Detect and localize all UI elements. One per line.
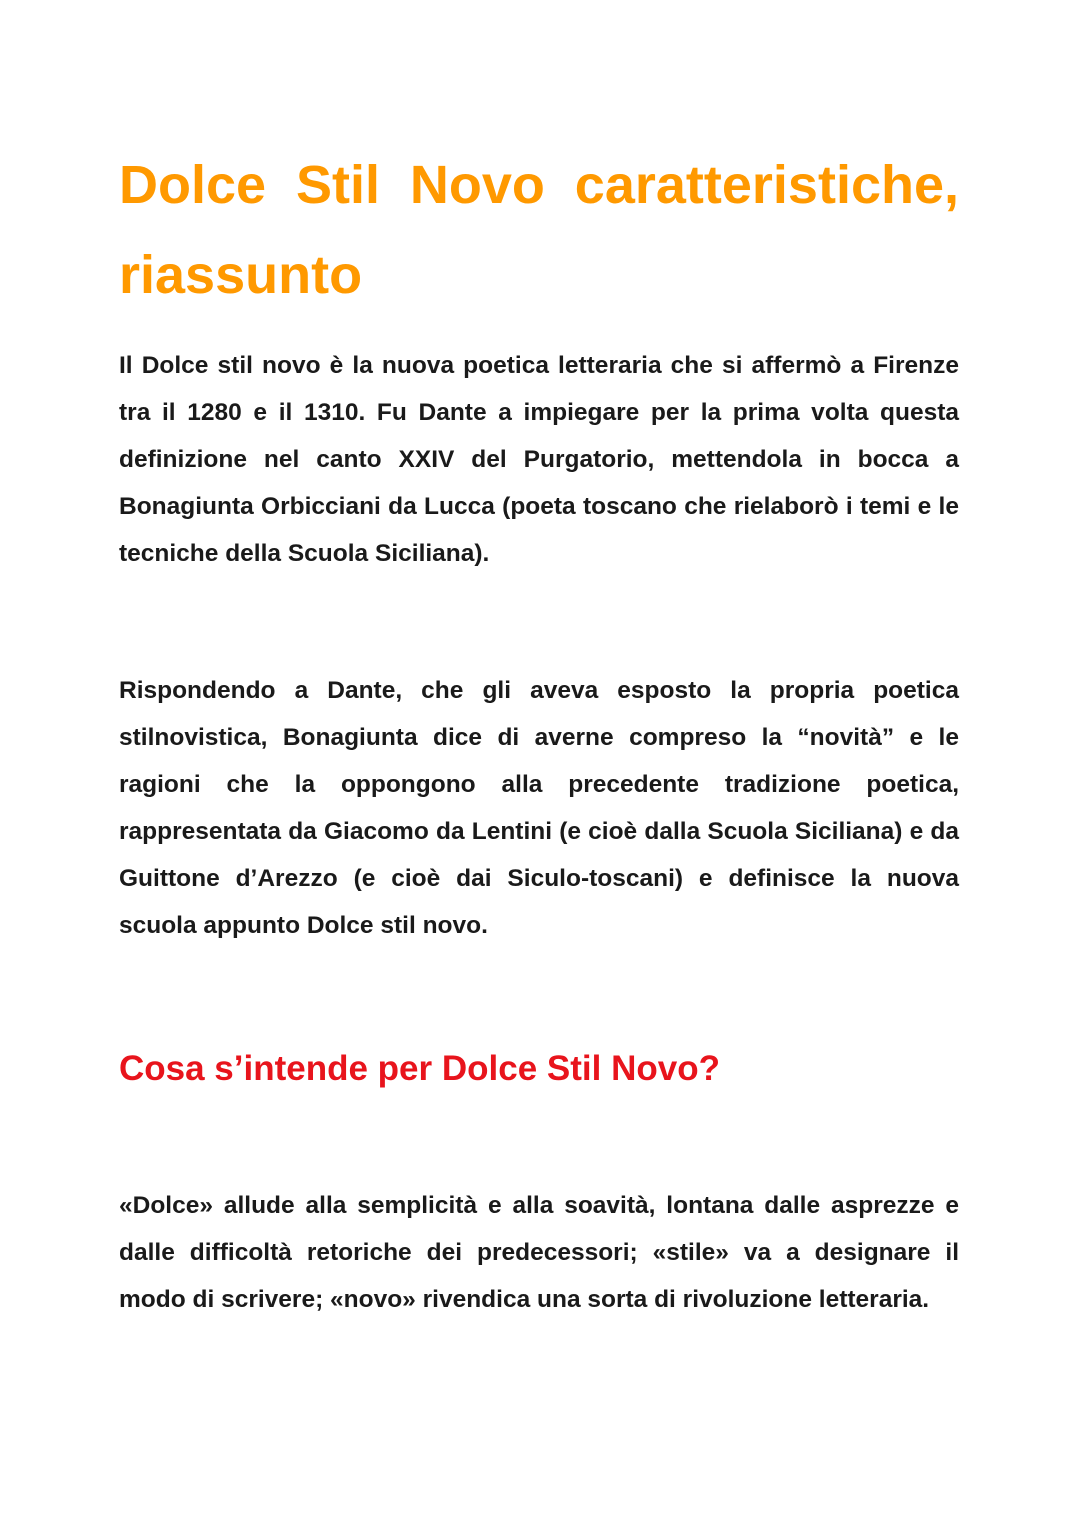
- section-paragraph: «Dolce» allude alla semplicità e alla soavità, lontana dalle asprezze e dalle difficoltà retoriche dei predecessori; «stile» va a designare il modo di scrivere; «novo» rivendica una sorta di rivoluzione letteraria.: [119, 1192, 959, 1313]
- section-heading: Cosa s’intende per Dolce Stil Novo?: [119, 1049, 720, 1088]
- second-paragraph: Rispondendo a Dante, che gli aveva esposto la propria poetica stilnovistica, Bonagiunta dice di averne compreso la “novità” e le ragioni che la oppongono alla precedente tradizione poetica, rappresentata da Giacomo da Lentini (e cioè dalla Scuola Siciliana) e da Guittone d’Arezzo (e cioè dai Siculo-toscani) e definisce la nuova scuola appunto Dolce stil novo.: [119, 677, 959, 939]
- page-title: Dolce Stil Novo caratteristiche, riassunto: [119, 155, 959, 305]
- intro-paragraph: Il Dolce stil novo è la nuova poetica letteraria che si affermò a Firenze tra il 1280 e il 1310. Fu Dante a impiegare per la prima volta questa definizione nel canto XXIV del Purgatorio, mettendola in bocca a Bonagiunta Orbicciani da Lucca (poeta toscano che rielaborò i temi e le tecniche della Scuola Siciliana).: [119, 352, 959, 567]
